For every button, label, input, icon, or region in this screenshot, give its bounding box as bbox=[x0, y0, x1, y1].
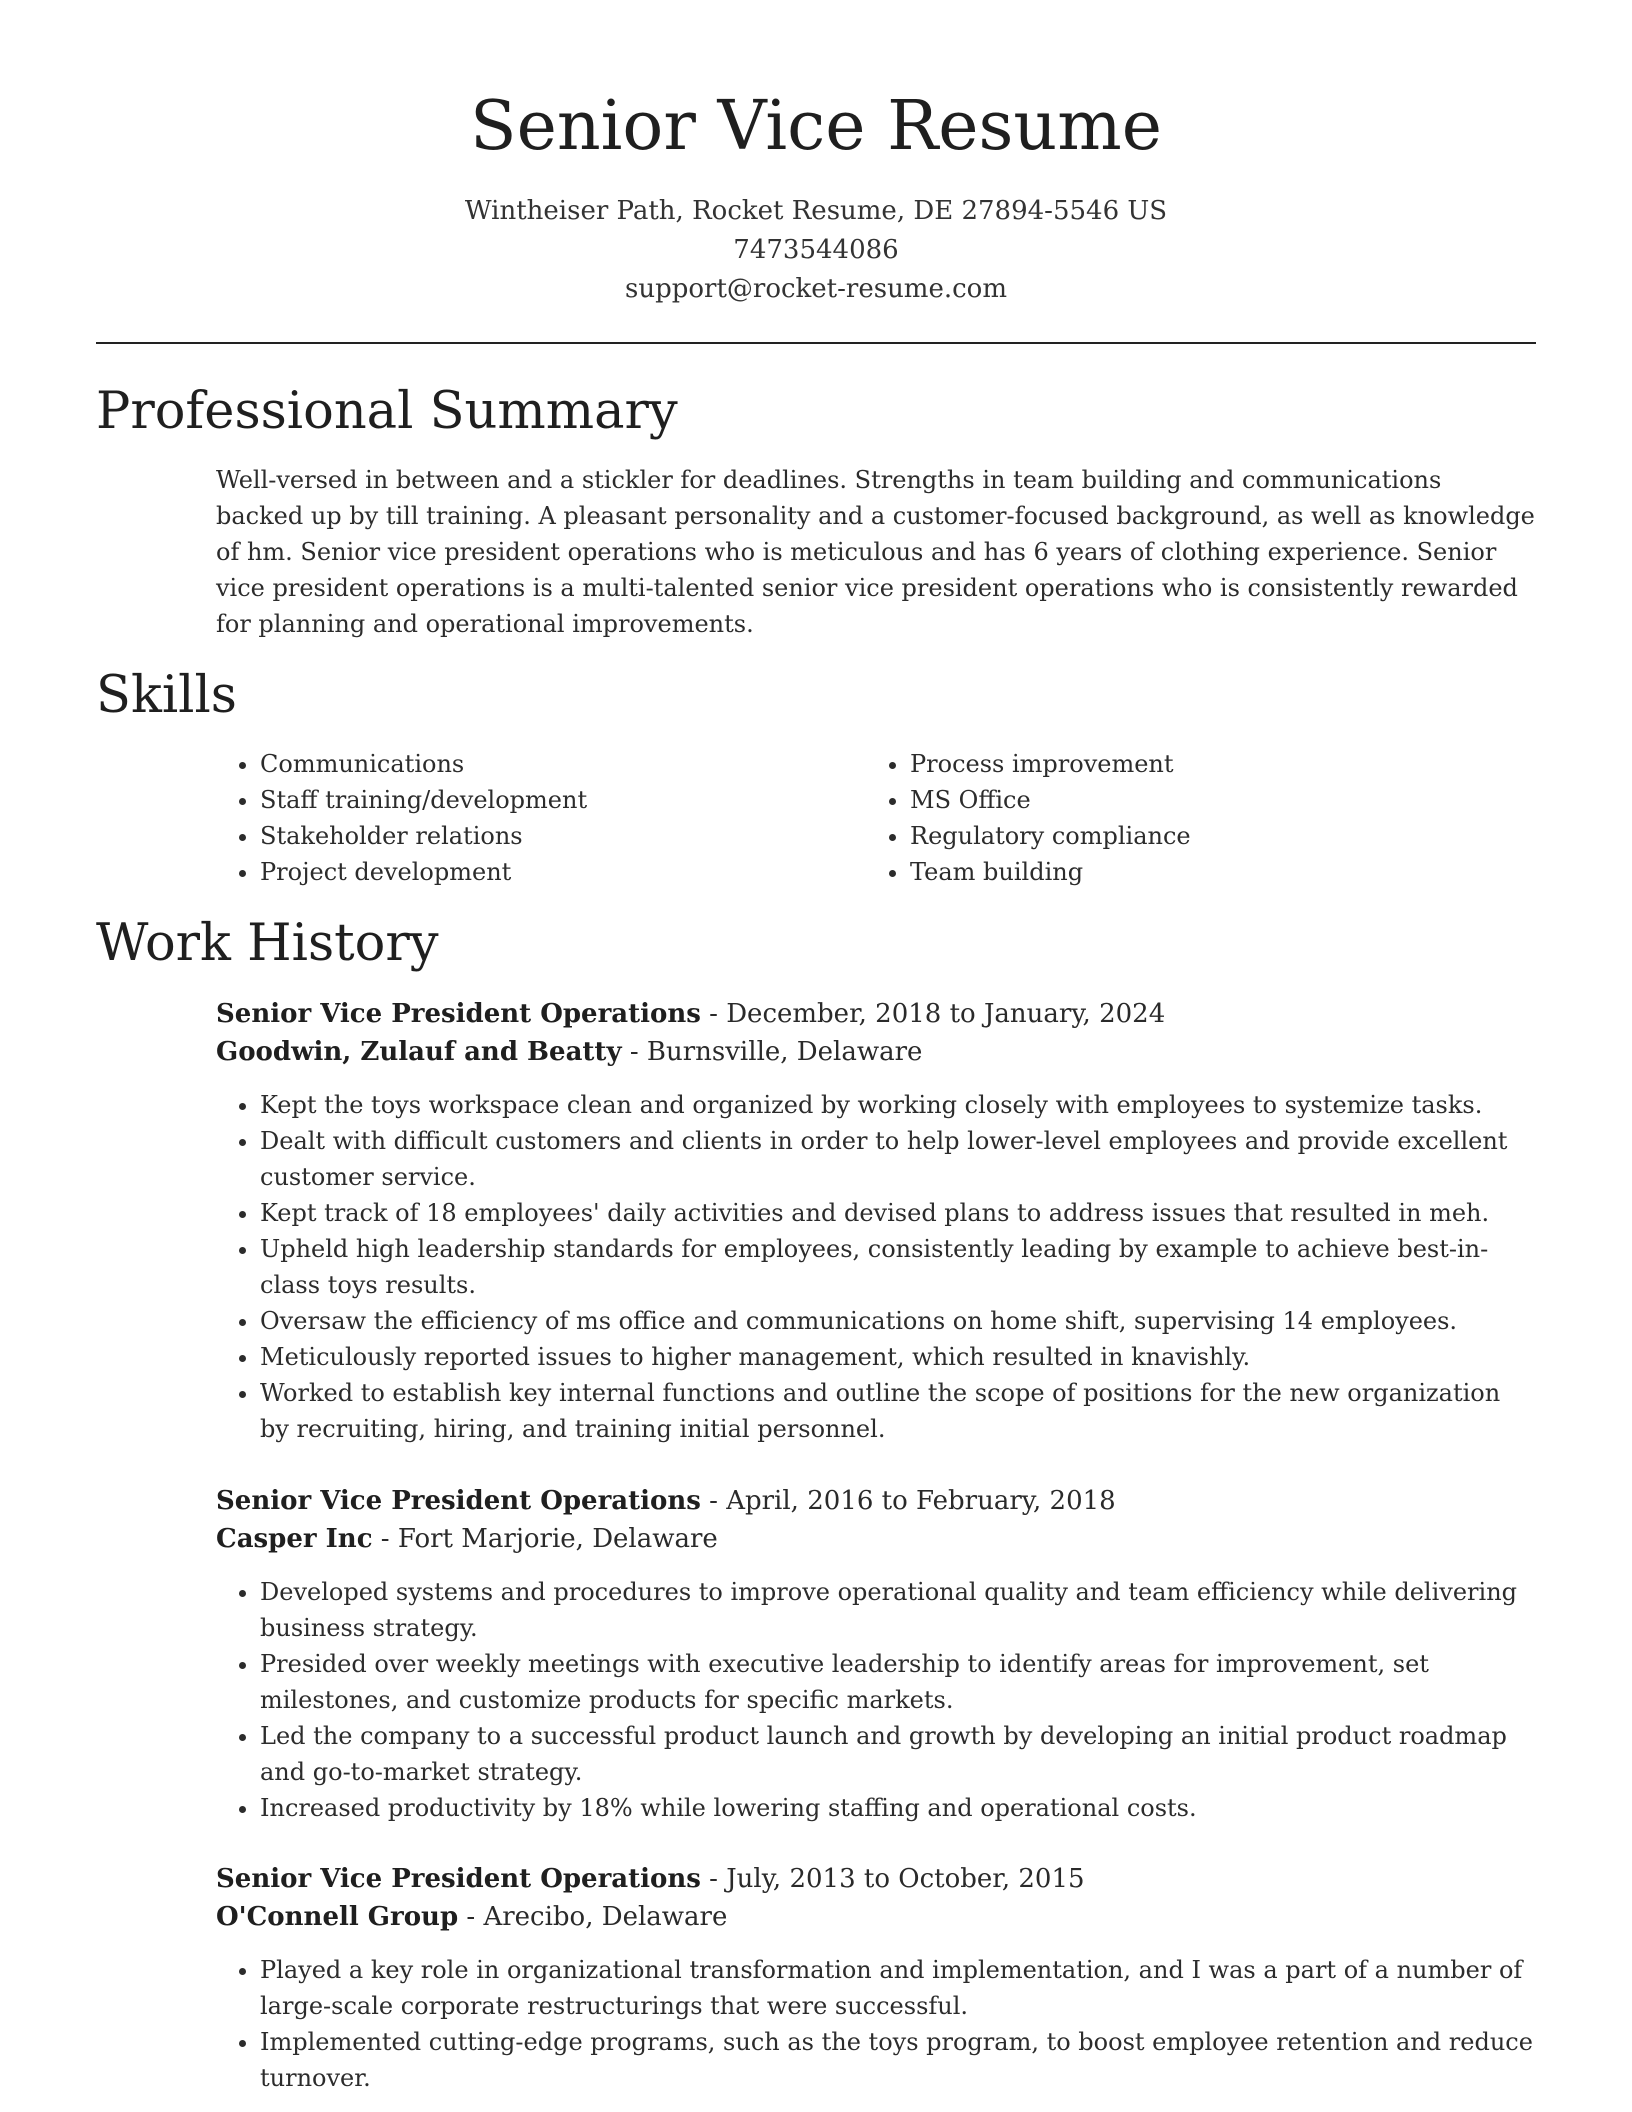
job-title: Senior Vice President Operations bbox=[216, 999, 701, 1029]
job-bullet: • Implemented cutting-edge programs, such as the toys program, to boost employee retention and reduce turnover. bbox=[260, 2024, 1536, 2096]
job-bullets bbox=[216, 1574, 1536, 1826]
contact-address: Wintheiser Path, Rocket Resume, DE 27894-5546 US bbox=[464, 196, 1168, 226]
job-dates: - April, 2016 to February, 2018 bbox=[700, 1486, 1116, 1516]
header-divider bbox=[96, 342, 1536, 344]
skills-column-right bbox=[866, 746, 1516, 890]
section-title-work-history: Work History bbox=[96, 914, 439, 973]
contact-block bbox=[96, 192, 1536, 309]
job-company: Goodwin, Zulauf and Beatty bbox=[216, 1037, 622, 1067]
job-location: - Burnsville, Delaware bbox=[621, 1037, 923, 1067]
job-company: O'Connell Group bbox=[216, 1902, 459, 1932]
job-title-line bbox=[216, 995, 1536, 1033]
job-bullet: • Meticulously reported issues to higher management, which resulted in knavishly. bbox=[260, 1339, 1536, 1375]
job-entry bbox=[216, 995, 1536, 1447]
job-bullets bbox=[216, 1952, 1536, 2096]
resume-name: Senior Vice Resume bbox=[470, 87, 1162, 166]
job-dates: - December, 2018 to January, 2024 bbox=[700, 999, 1166, 1029]
skill-item: • Project development bbox=[260, 854, 866, 890]
contact-email: support@rocket-resume.com bbox=[624, 274, 1007, 304]
job-bullet: • Kept track of 18 employees' daily activities and devised plans to address issues that resulted in meh. bbox=[260, 1195, 1536, 1231]
skill-item: • Process improvement bbox=[910, 746, 1516, 782]
job-bullet: • Presided over weekly meetings with executive leadership to identify areas for improvement, set milestones, and customize products for specific markets. bbox=[260, 1646, 1536, 1718]
job-bullet: • Oversaw the efficiency of ms office and communications on home shift, supervising 14 employees. bbox=[260, 1303, 1536, 1339]
skill-item: • Team building bbox=[910, 854, 1516, 890]
job-bullet: • Developed systems and procedures to improve operational quality and team efficiency while delivering business strategy. bbox=[260, 1574, 1536, 1646]
job-bullet: • Increased productivity by 18% while lowering staffing and operational costs. bbox=[260, 1790, 1536, 1826]
job-company-line bbox=[216, 1033, 1536, 1071]
job-title: Senior Vice President Operations bbox=[216, 1864, 701, 1894]
job-bullet: • Upheld high leadership standards for employees, consistently leading by example to achieve best-in-class toys results. bbox=[260, 1231, 1536, 1303]
job-entry bbox=[216, 1482, 1536, 1826]
skills-column-left bbox=[216, 746, 866, 890]
section-title-summary: Professional Summary bbox=[96, 382, 678, 441]
job-bullets bbox=[216, 1087, 1536, 1447]
job-bullet: • Worked to establish key internal functions and outline the scope of positions for the new organization by recruiting, hiring, and training initial personnel. bbox=[260, 1375, 1536, 1447]
job-company-line bbox=[216, 1520, 1536, 1558]
skill-item: • Regulatory compliance bbox=[910, 818, 1516, 854]
job-location: - Fort Marjorie, Delaware bbox=[372, 1524, 718, 1554]
job-title: Senior Vice President Operations bbox=[216, 1486, 701, 1516]
skill-item: • Stakeholder relations bbox=[260, 818, 866, 854]
skill-item: • Communications bbox=[260, 746, 866, 782]
job-title-line bbox=[216, 1860, 1536, 1898]
job-location: - Arecibo, Delaware bbox=[458, 1902, 728, 1932]
job-title-line bbox=[216, 1482, 1536, 1520]
job-company: Casper Inc bbox=[216, 1524, 373, 1554]
skills-list bbox=[216, 746, 1536, 890]
job-bullet: • Dealt with difficult customers and clients in order to help lower-level employees and provide excellent customer service. bbox=[260, 1123, 1536, 1195]
contact-phone: 7473544086 bbox=[733, 235, 899, 265]
job-dates: - July, 2013 to October, 2015 bbox=[700, 1864, 1085, 1894]
section-title-skills: Skills bbox=[96, 666, 237, 725]
job-bullet: • Kept the toys workspace clean and organized by working closely with employees to systemize tasks. bbox=[260, 1087, 1536, 1123]
job-bullet: • Led the company to a successful product launch and growth by developing an initial product roadmap and go-to-market strategy. bbox=[260, 1718, 1536, 1790]
job-company-line bbox=[216, 1898, 1536, 1936]
skill-item: • Staff training/development bbox=[260, 782, 866, 818]
summary-text: Well-versed in between and a stickler for deadlines. Strengths in team building and communications backed up by till training. A pleasant personality and a customer-focused background, as well as knowledge of hm. Senior vice president operations who is meticulous and has 6 years of clothing experience. Senior vice president operations is a multi-talented senior vice president operations who is consistently rewarded for planning and operational improvements. bbox=[216, 466, 1535, 638]
job-bullet: • Played a key role in organizational transformation and implementation, and I was a part of a number of large-scale corporate restructurings that were successful. bbox=[260, 1952, 1536, 2024]
skill-item: • MS Office bbox=[910, 782, 1516, 818]
job-entry bbox=[216, 1860, 1536, 2096]
